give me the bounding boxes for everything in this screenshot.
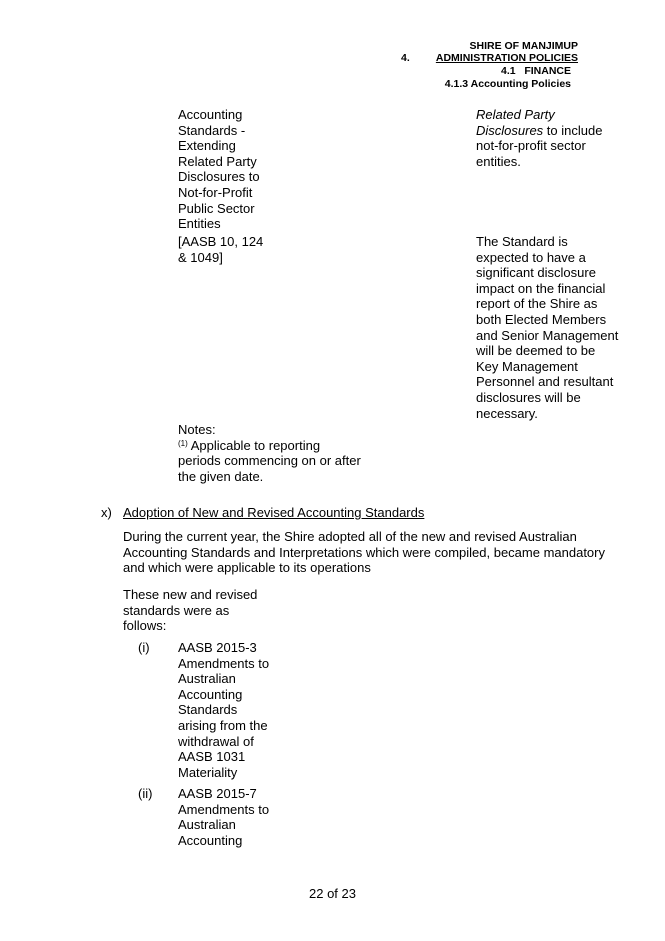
text-line: both Elected Members <box>476 311 607 327</box>
text-line: Public Sector <box>178 200 255 216</box>
header-subsection: 4.1 FINANCE <box>500 65 571 77</box>
text-line <box>476 123 602 139</box>
text-line: Standards <box>178 702 238 718</box>
header-org: SHIRE OF MANJIMUP <box>469 40 578 52</box>
text-line: Not-for-Profit <box>178 184 253 200</box>
impact-cell-row2 <box>476 234 618 421</box>
text-segment: to include <box>543 122 603 138</box>
text-line: Amendments to <box>178 801 270 817</box>
text-line: disclosures will be <box>476 389 581 405</box>
text-line: periods commencing on or after <box>178 453 361 469</box>
text-line: follows: <box>123 618 167 634</box>
text-line: Amendments to <box>178 655 270 671</box>
text-line: The Standard is <box>476 234 568 249</box>
table-notes <box>178 422 361 484</box>
text-line: will be deemed to be <box>476 343 596 359</box>
text-line: During the current year, the Shire adopted all of the new and revised Australian <box>123 529 577 544</box>
text-line: Entities <box>178 216 221 232</box>
text-line: Standards - <box>178 122 246 138</box>
text-line: AASB 2015-3 <box>178 640 257 655</box>
text-line: Australian <box>178 817 236 833</box>
page-number: 22 of 23 <box>309 886 356 901</box>
standard-title-cell <box>178 107 260 232</box>
text-line: Accounting <box>178 686 243 702</box>
text-line: Accounting <box>178 832 243 848</box>
section-paragraph <box>123 529 605 576</box>
text-line <box>178 438 361 454</box>
header-section-number: 4. <box>401 52 410 64</box>
list-item <box>178 640 269 780</box>
text-line: arising from the <box>178 717 268 733</box>
text-line: Related Party <box>476 107 555 122</box>
text-line: Extending <box>178 138 236 154</box>
header-section-title: ADMINISTRATION POLICIES <box>435 52 578 64</box>
text-line: and which were applicable to its operations <box>123 560 371 576</box>
standard-reference-cell <box>178 234 263 265</box>
header-subsubsection: 4.1.3 Accounting Policies <box>444 78 571 90</box>
text-line: Accounting Standards and Interpretations which were compiled, became mandatory <box>123 544 605 560</box>
section-label: x) <box>101 505 112 520</box>
list-item-marker: (ii) <box>138 786 153 801</box>
text-line: impact on the financial <box>476 280 606 296</box>
text-line: Materiality <box>178 764 238 780</box>
text-line: These new and revised <box>123 587 258 602</box>
text-line: necessary. <box>476 405 538 421</box>
list-item <box>178 786 269 848</box>
text-line: Personnel and resultant <box>476 374 614 390</box>
text-line: Accounting <box>178 107 243 122</box>
section-title: Adoption of New and Revised Accounting Standards <box>123 505 425 520</box>
text-line: not-for-profit sector <box>476 138 586 154</box>
text-line: and Senior Management <box>476 327 619 343</box>
text-line: AASB 2015-7 <box>178 786 257 801</box>
standards-intro <box>123 587 257 634</box>
text-line: significant disclosure <box>476 265 596 281</box>
list-item-marker: (i) <box>138 640 150 655</box>
text-line: report of the Shire as <box>476 296 598 312</box>
text-line: Related Party <box>178 153 257 169</box>
text-line: withdrawal of <box>178 733 254 749</box>
text-line: the given date. <box>178 468 264 484</box>
text-line: entities. <box>476 153 521 169</box>
text-line: Disclosures to <box>178 169 260 185</box>
text-line: Australian <box>178 671 236 687</box>
notes-heading: Notes: <box>178 422 216 437</box>
italic-term: Disclosures <box>476 122 544 138</box>
impact-cell-row1 <box>476 107 602 169</box>
text-line: [AASB 10, 124 <box>178 234 264 249</box>
text-segment: Applicable to reporting <box>190 437 321 453</box>
text-line: & 1049] <box>178 249 223 265</box>
text-line: Key Management <box>476 358 578 374</box>
text-line: expected to have a <box>476 249 586 265</box>
text-line: standards were as <box>123 602 230 618</box>
footnote-marker: (1) <box>178 438 188 448</box>
text-line: AASB 1031 <box>178 749 246 765</box>
